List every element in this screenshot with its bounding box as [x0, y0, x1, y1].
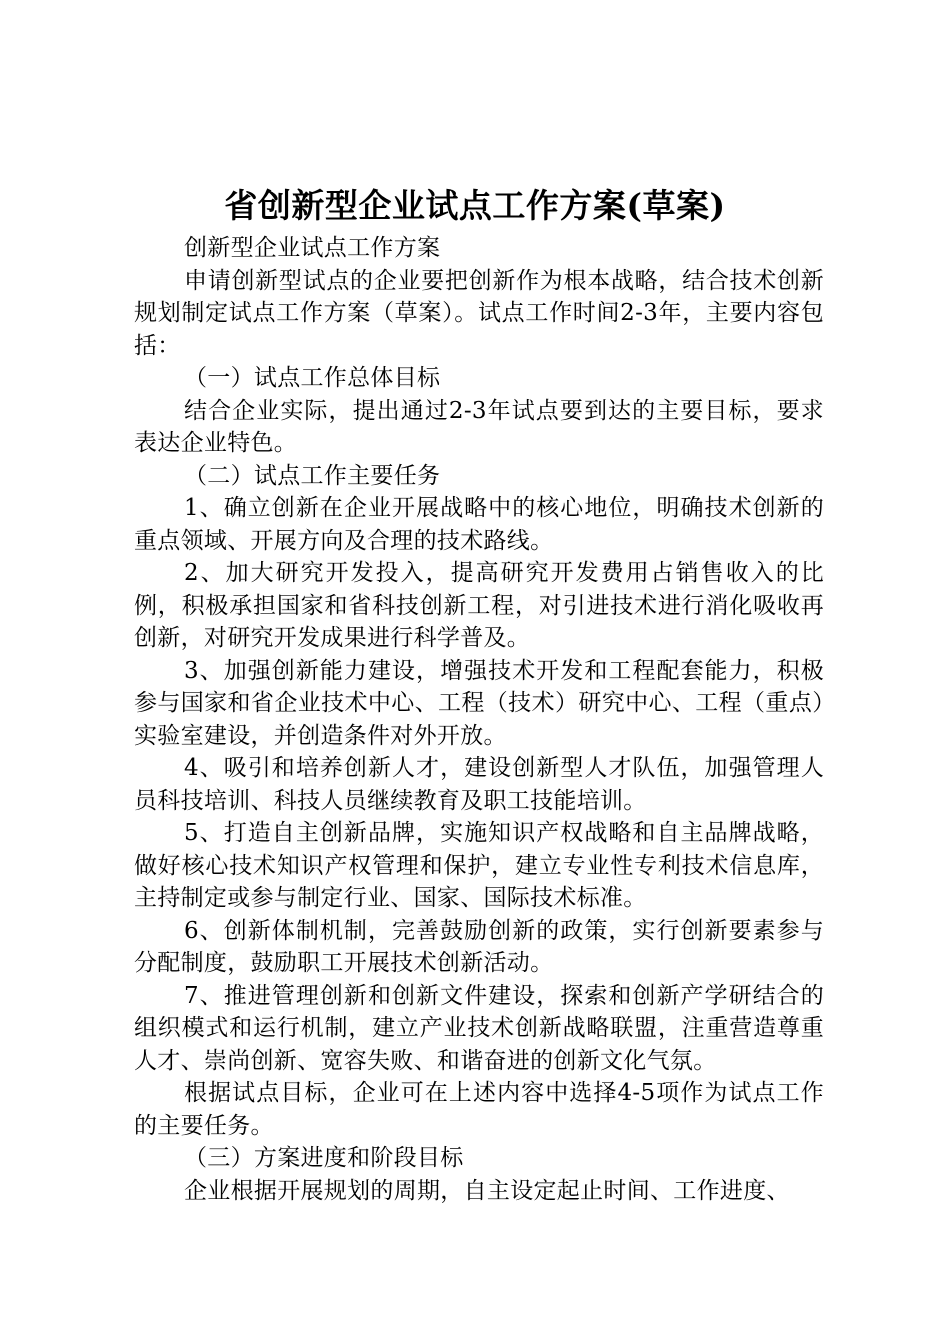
paragraph: 结合企业实际，提出通过2-3年试点要到达的主要目标，要求表达企业特色。 — [134, 397, 824, 456]
section-heading: （二）试点工作主要任务 — [184, 462, 441, 489]
section-heading: （一）试点工作总体目标 — [184, 365, 441, 391]
paragraph: 创新型企业试点工作方案 — [184, 235, 441, 261]
section-heading: （三）方案进度和阶段目标 — [184, 1145, 464, 1171]
paragraph: 4、吸引和培养创新人才，建设创新型人才队伍，加强管理人员科技培训、科技人员继续教育及职工技能培训。 — [134, 755, 824, 814]
document-body — [134, 232, 824, 1207]
paragraph: 企业根据开展规划的周期，自主设定起止时间、工作进度、 — [184, 1177, 790, 1204]
paragraph: 申请创新型试点的企业要把创新作为根本战略，结合技术创新规划制定试点工作方案（草案）。试点工作时间2-3年，主要内容包括： — [134, 267, 824, 359]
paragraph: 5、打造自主创新品牌，实施知识产权战略和自主品牌战略，做好核心技术知识产权管理和保护，建立专业性专利技术信息库，主持制定或参与制定行业、国家、国际技术标准。 — [134, 820, 824, 911]
paragraph: 6、创新体制机制，完善鼓励创新的政策，实行创新要素参与分配制度，鼓励职工开展技术创新活动。 — [134, 917, 824, 976]
paragraph: 1、确立创新在企业开展战略中的核心地位，明确技术创新的重点领域、开展方向及合理的技术路线。 — [134, 495, 824, 554]
paragraph: 7、推进管理创新和创新文件建设，探索和创新产学研结合的组织模式和运行机制，建立产业技术创新战略联盟，注重营造尊重人才、崇尚创新、宽容失败、和谐奋进的创新文化气氛。 — [134, 982, 824, 1074]
paragraph: 2、加大研究开发投入，提高研究开发费用占销售收入的比例，积极承担国家和省科技创新工程，对引进技术进行消化吸收再创新，对研究开发成果进行科学普及。 — [134, 560, 824, 651]
paragraph: 3、加强创新能力建设，增强技术开发和工程配套能力，积极参与国家和省企业技术中心、工程（技术）研究中心、工程（重点）实验室建设，并创造条件对外开放。 — [134, 657, 824, 749]
document-title: 省创新型企业试点工作方案(草案) — [224, 186, 726, 225]
paragraph: 根据试点目标，企业可在上述内容中选择4-5项作为试点工作的主要任务。 — [134, 1080, 824, 1139]
